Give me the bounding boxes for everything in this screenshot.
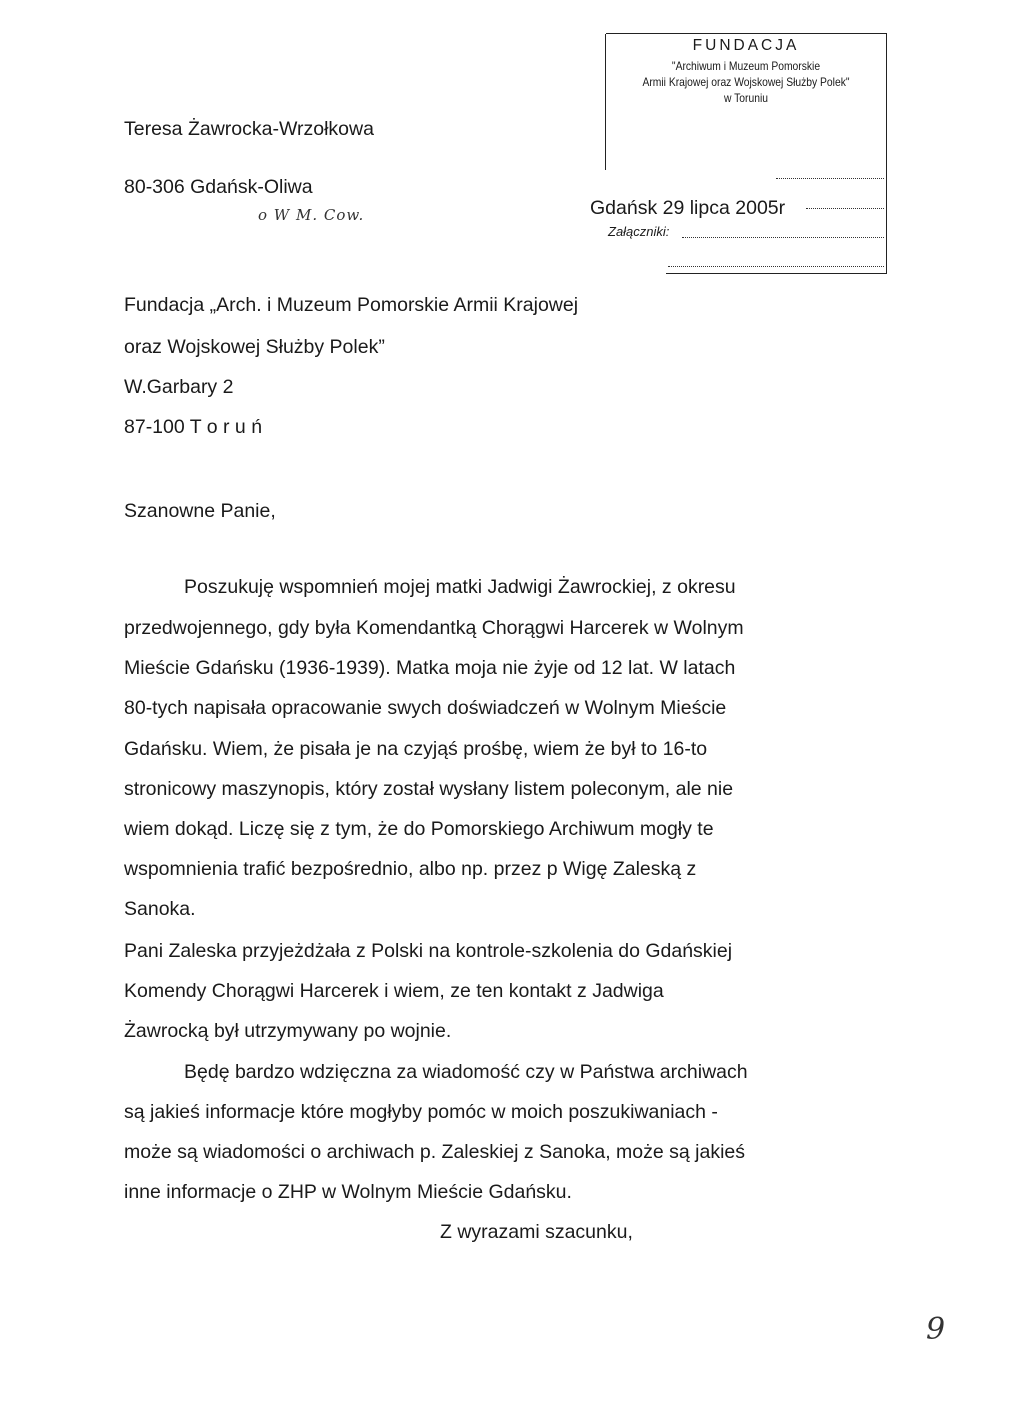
recipient-line-3: W.Garbary 2 bbox=[124, 376, 234, 398]
body-line: Będę bardzo wdzięczna za wiadomość czy w Państwa archiwach bbox=[184, 1061, 748, 1083]
body-line: może są wiadomości o archiwach p. Zaleskiej z Sanoka, może są jakieś bbox=[124, 1141, 746, 1163]
stamp-bottom-border bbox=[666, 273, 887, 274]
stamp-line-1: "Archiwum i Muzeum Pomorskie bbox=[671, 59, 821, 73]
stamp-dotted-rule bbox=[806, 208, 884, 209]
recipient-line-2: oraz Wojskowej Służby Polek” bbox=[124, 336, 385, 358]
sender-address: 80-306 Gdańsk-Oliwa bbox=[124, 176, 313, 198]
body-line: wspomnienia trafić bezpośrednio, albo np. przez p Wigę Zaleską z bbox=[124, 858, 697, 880]
body-line: przedwojennego, gdy była Komendantką Chorągwi Harcerek w Wolnym bbox=[124, 617, 744, 639]
stamp-line-3: w Toruniu bbox=[724, 91, 768, 105]
stamp-dotted-rule bbox=[776, 178, 884, 179]
body-line: 80-tych napisała opracowanie swych doświadczeń w Wolnym Mieście bbox=[124, 697, 727, 719]
sender-name: Teresa Żawrocka-Wrzołkowa bbox=[124, 118, 374, 140]
body-line: Komendy Chorągwi Harcerek i wiem, ze ten kontakt z Jadwiga bbox=[124, 980, 664, 1002]
body-line: Poszukuję wspomnień mojej matki Jadwigi Żawrockiej, z okresu bbox=[184, 576, 736, 598]
body-line: inne informacje o ZHP w Wolnym Mieście Gdańsku. bbox=[124, 1181, 572, 1203]
handwritten-note: o W M. Cow. bbox=[258, 206, 365, 224]
stamp-dotted-rule bbox=[668, 266, 884, 267]
stamp-date: Gdańsk 29 lipca 2005r bbox=[590, 197, 786, 219]
body-line: Sanoka. bbox=[124, 898, 196, 920]
body-line: są jakieś informacje które mogłyby pomóc w moich poszukiwaniach - bbox=[124, 1101, 718, 1123]
stamp-attachments-label: Załączniki: bbox=[608, 224, 670, 239]
body-line: stronicowy maszynopis, który został wysłany listem poleconym, ale nie bbox=[124, 778, 734, 800]
body-line: wiem dokąd. Liczę się z tym, że do Pomorskiego Archiwum mogły te bbox=[124, 818, 714, 840]
body-line: Pani Zaleska przyjeżdżała z Polski na kontrole-szkolenia do Gdańskiej bbox=[124, 940, 733, 962]
body-line: Mieście Gdańsku (1936-1939). Matka moja nie żyje od 12 lat. W latach bbox=[124, 657, 736, 679]
stamp-dotted-rule bbox=[682, 237, 884, 238]
body-line: Żawrocką był utrzymywany po wojnie. bbox=[124, 1020, 452, 1042]
salutation: Szanowne Panie, bbox=[124, 500, 276, 522]
recipient-line-4: 87-100 T o r u ń bbox=[124, 416, 263, 438]
page-mark: 9 bbox=[926, 1312, 946, 1347]
body-line: Gdańsku. Wiem, że pisała je na czyjąś prośbę, wiem że był to 16-to bbox=[124, 738, 708, 760]
foundation-stamp bbox=[590, 33, 887, 274]
closing: Z wyrazami szacunku, bbox=[440, 1221, 633, 1243]
stamp-title: FUNDACJA bbox=[692, 37, 800, 54]
stamp-line-2: Armii Krajowej oraz Wojskowej Służby Polek" bbox=[642, 75, 850, 89]
recipient-line-1: Fundacja „Arch. i Muzeum Pomorskie Armii Krajowej bbox=[124, 294, 579, 316]
